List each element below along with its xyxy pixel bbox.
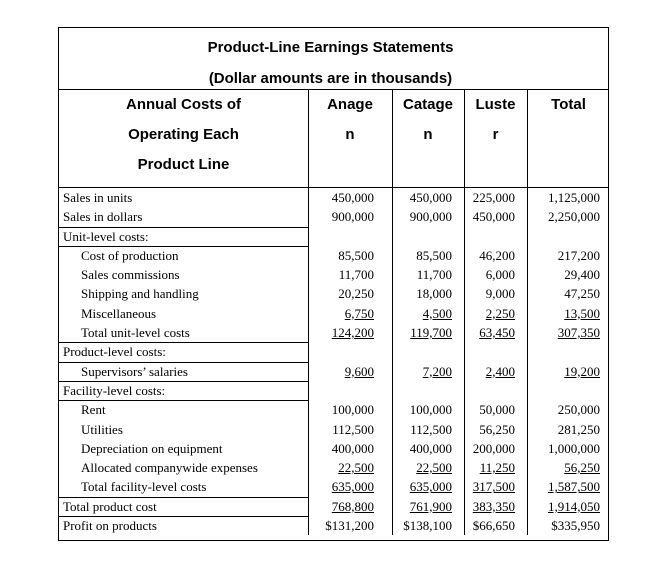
luster-value: 46,200 (479, 247, 515, 263)
total-value: 13,500 (564, 305, 600, 321)
catagen-header (392, 90, 464, 150)
anagen-value: 900,000 (331, 209, 374, 225)
total-value: 1,914,050 (548, 498, 600, 514)
table-row (59, 497, 608, 516)
row-label: Allocated companywide expenses (81, 460, 258, 476)
luster-value: 450,000 (472, 209, 515, 225)
anagen-value: 6,750 (344, 305, 374, 321)
luster-header (464, 90, 527, 150)
title-block (59, 28, 608, 90)
row-label: Cost of production (81, 247, 179, 263)
table-row (59, 342, 608, 361)
catagen-value: 119,700 (410, 325, 452, 341)
row-divider (59, 400, 308, 401)
luster-value: 9,000 (485, 286, 515, 302)
table-row (59, 381, 608, 400)
column-divider (308, 188, 309, 535)
header-line: r (492, 126, 499, 143)
luster-value: 317,500 (472, 479, 515, 495)
row-label: Profit on products (63, 518, 157, 534)
row-divider (59, 497, 308, 498)
row-label: Miscellaneous (81, 305, 157, 321)
luster-value: 11,250 (479, 460, 515, 476)
table-row (59, 207, 608, 226)
catagen-value: 100,000 (409, 402, 452, 418)
catagen-value: 635,000 (409, 479, 452, 495)
row-label: Depreciation on equipment (81, 440, 223, 456)
table-row (59, 400, 608, 419)
luster-value: 225,000 (472, 190, 515, 205)
anagen-value: 768,800 (331, 498, 374, 514)
catagen-value: 22,500 (416, 460, 452, 476)
header-line: Total (551, 96, 586, 113)
table-row (59, 477, 608, 496)
row-label: Sales in units (63, 190, 133, 205)
header-line: Operating Each (128, 126, 239, 143)
total-value: 1,587,500 (548, 479, 600, 495)
row-divider (59, 342, 308, 343)
luster-value: 383,350 (472, 498, 515, 514)
total-value: 19,200 (564, 363, 600, 379)
anagen-value: 85,500 (338, 247, 374, 263)
row-label: Total facility-level costs (81, 479, 207, 495)
luster-value: 63,450 (479, 325, 515, 341)
luster-value: 200,000 (472, 440, 515, 456)
anagen-value: 100,000 (331, 402, 374, 418)
total-value: 1,000,000 (548, 440, 600, 456)
total-value: 56,250 (564, 460, 600, 476)
catagen-value: 400,000 (409, 440, 452, 456)
total-value: 307,350 (557, 325, 600, 341)
catagen-value: 85,500 (416, 247, 452, 263)
catagen-value: $138,100 (403, 518, 452, 534)
table-row (59, 458, 608, 477)
page-title: Product-Line Earnings Statements (207, 39, 454, 56)
catagen-value: 7,200 (422, 363, 452, 379)
table-row (59, 227, 608, 246)
table-row (59, 362, 608, 381)
anagen-value: 22,500 (338, 460, 374, 476)
catagen-value: 11,700 (416, 267, 452, 283)
total-value: 29,400 (564, 267, 600, 283)
anagen-value: 450,000 (331, 190, 374, 205)
catagen-value: 4,500 (422, 305, 452, 321)
header-line: Anage (327, 96, 373, 113)
anagen-value: 124,200 (331, 325, 374, 341)
table-row (59, 188, 608, 207)
header-line: Catage (402, 96, 454, 113)
anagen-value: $131,200 (325, 518, 374, 534)
table-row (59, 246, 608, 265)
total-value: 250,000 (557, 402, 600, 418)
catagen-value: 450,000 (409, 190, 452, 205)
table-row (59, 323, 608, 342)
row-divider (59, 362, 308, 363)
luster-value: 6,000 (485, 267, 515, 283)
column-divider (527, 188, 528, 535)
row-label: Total product cost (63, 498, 157, 514)
row-label: Facility-level costs: (63, 382, 166, 398)
header-line: n (423, 126, 433, 143)
total-value: 47,250 (564, 286, 600, 302)
table-row (59, 439, 608, 458)
anagen-value: 112,500 (332, 421, 374, 437)
table-row (59, 265, 608, 284)
catagen-value: 112,500 (410, 421, 452, 437)
column-divider (464, 188, 465, 535)
total-value: 1,125,000 (548, 190, 600, 205)
row-label-header (59, 90, 308, 180)
row-label: Supervisors’ salaries (81, 363, 188, 379)
table-row (59, 304, 608, 323)
row-label: Rent (81, 402, 106, 418)
anagen-value: 9,600 (344, 363, 374, 379)
luster-value: 2,250 (485, 305, 515, 321)
anagen-header (308, 90, 392, 150)
header-line: Luste (475, 96, 516, 113)
anagen-value: 11,700 (338, 267, 374, 283)
header-line: n (345, 126, 355, 143)
luster-value: 2,400 (485, 363, 515, 379)
row-divider (59, 516, 308, 517)
row-label: Shipping and handling (81, 286, 199, 302)
luster-value: 50,000 (479, 402, 515, 418)
luster-value: $66,650 (472, 518, 515, 534)
row-divider (59, 246, 308, 247)
header-line: Annual Costs of (126, 96, 241, 113)
anagen-value: 400,000 (331, 440, 374, 456)
column-divider (392, 188, 393, 535)
table-row (59, 284, 608, 303)
total-value: 281,250 (557, 421, 600, 437)
row-label: Sales in dollars (63, 209, 143, 225)
total-value: $335,950 (551, 518, 600, 534)
row-label: Sales commissions (81, 267, 180, 283)
row-divider (59, 381, 308, 382)
total-value: 217,200 (557, 247, 600, 263)
page-subtitle: (Dollar amounts are in thousands) (208, 70, 453, 87)
row-label: Total unit-level costs (81, 325, 190, 341)
luster-value: 56,250 (479, 421, 515, 437)
anagen-value: 20,250 (338, 286, 374, 302)
header-line: Product Line (137, 156, 230, 173)
row-divider (59, 227, 308, 228)
anagen-value: 635,000 (331, 479, 374, 495)
catagen-value: 900,000 (409, 209, 452, 225)
column-header-row (59, 90, 608, 188)
earnings-statement (58, 27, 609, 541)
row-label: Utilities (81, 421, 123, 437)
row-label: Product-level costs: (63, 344, 166, 360)
table-row (59, 420, 608, 439)
catagen-value: 18,000 (416, 286, 452, 302)
catagen-value: 761,900 (409, 498, 452, 514)
total-value: 2,250,000 (548, 209, 600, 225)
table-row (59, 516, 608, 535)
row-label: Unit-level costs: (63, 228, 149, 244)
total-header (527, 90, 610, 120)
